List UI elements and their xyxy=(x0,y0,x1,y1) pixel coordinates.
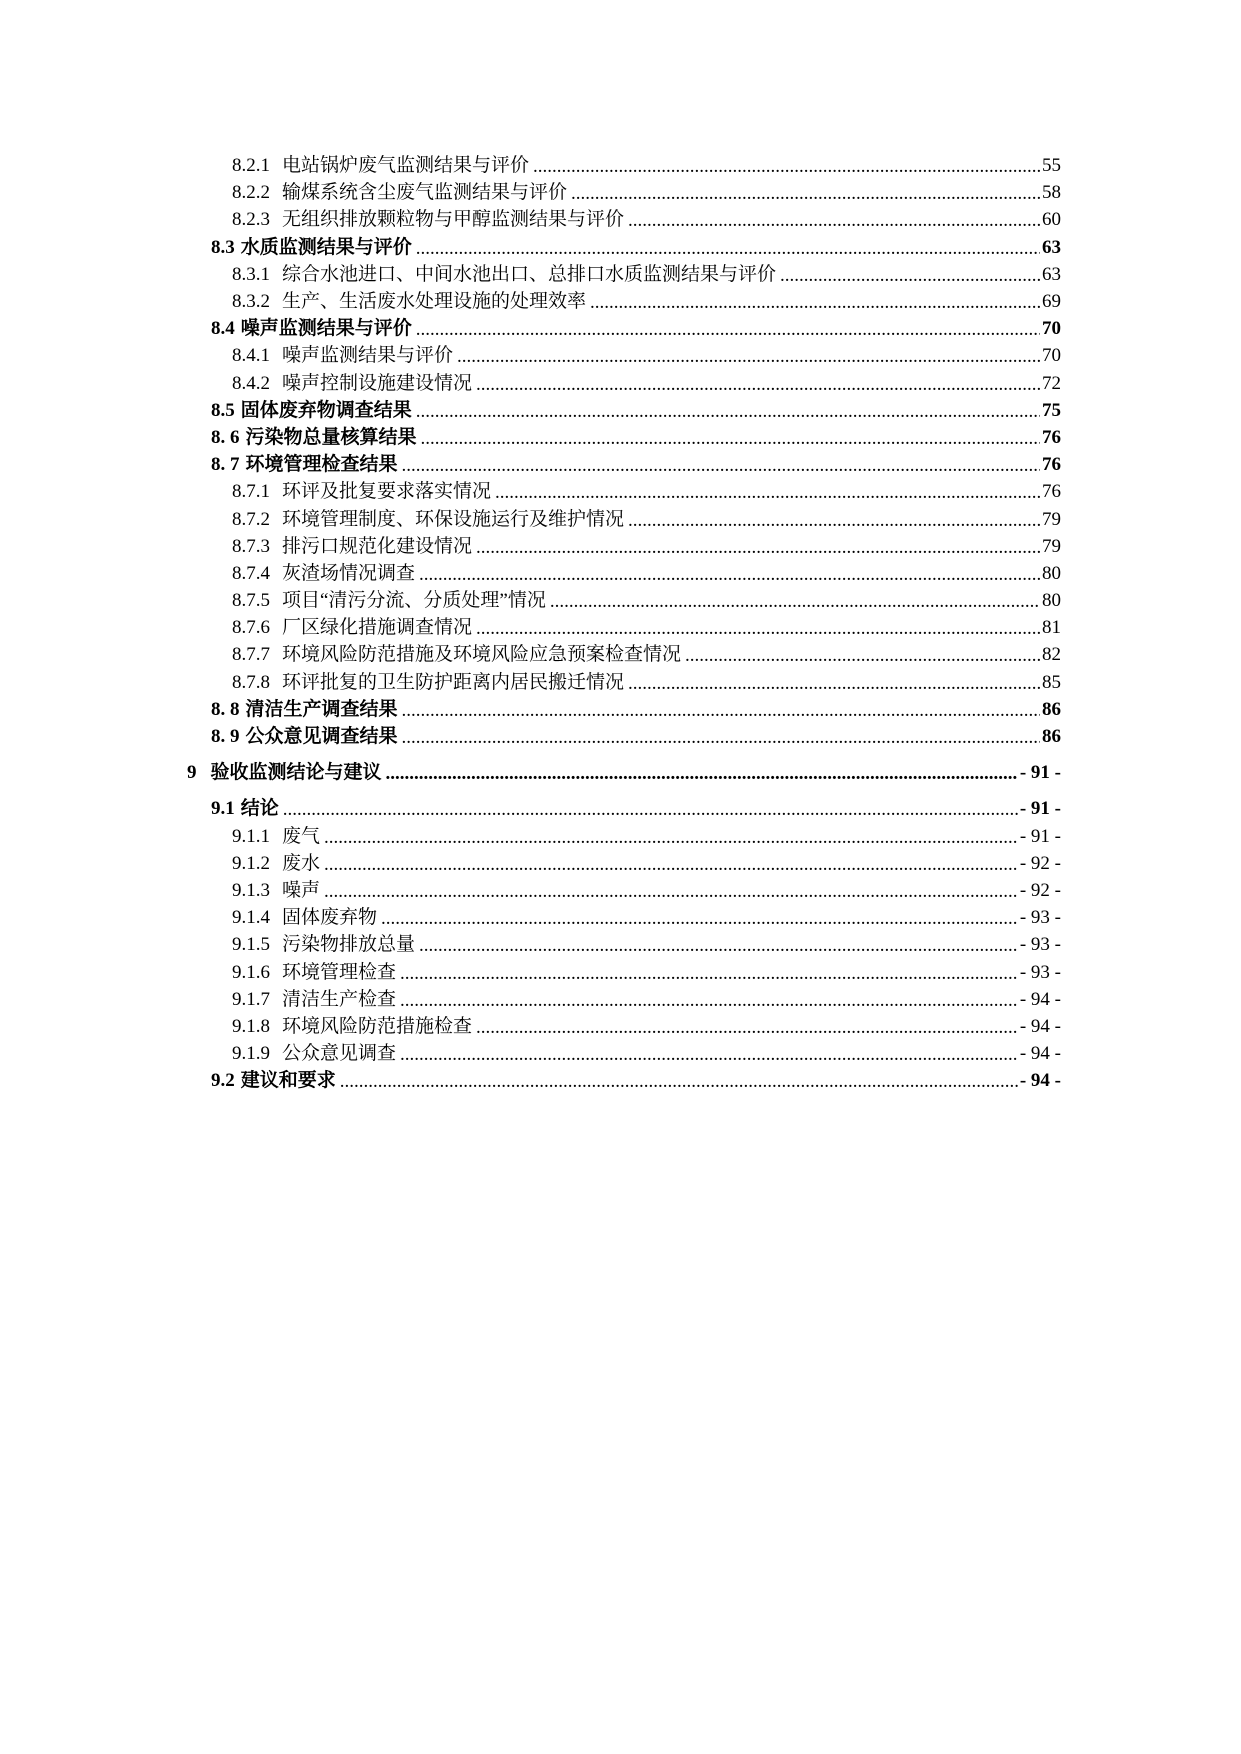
toc-entry-page-number: 58 xyxy=(1042,182,1061,204)
toc-entry-page-number: 86 xyxy=(1042,698,1061,720)
toc-entry-number: 8.7.8 xyxy=(232,671,270,693)
toc-entry-page-number: - 91 - xyxy=(1019,825,1061,847)
toc-entry[interactable] xyxy=(0,451,1241,478)
toc-entry[interactable] xyxy=(0,261,1241,288)
toc-entry-page-number: 80 xyxy=(1042,562,1061,584)
toc-entry-page-number: 86 xyxy=(1042,726,1061,748)
toc-entry[interactable] xyxy=(0,424,1241,451)
toc-entry-title: 环境管理制度、环保设施运行及维护情况 xyxy=(282,508,625,530)
dot-leader xyxy=(780,262,1040,289)
toc-entry[interactable] xyxy=(0,931,1241,958)
dot-leader xyxy=(381,905,1018,932)
toc-entry-title: 公众意见调查结果 xyxy=(245,726,398,748)
toc-entry-page-number: 81 xyxy=(1042,617,1061,639)
toc-entry-page-number: - 92 - xyxy=(1019,879,1061,901)
dot-leader xyxy=(457,343,1040,370)
toc-entry-title: 噪声 xyxy=(282,879,321,901)
dot-leader xyxy=(324,878,1018,905)
toc-entry-number: 9.1.2 xyxy=(232,852,270,874)
toc-entry[interactable] xyxy=(0,823,1241,850)
dot-leader xyxy=(400,1041,1018,1068)
toc-entry-title: 噪声监测结果与评价 xyxy=(240,318,412,340)
dot-leader xyxy=(400,987,1018,1014)
toc-entry-title: 公众意见调查 xyxy=(282,1043,397,1065)
dot-leader xyxy=(628,207,1040,234)
toc-entry-number: 8.5 xyxy=(211,399,235,421)
toc-entry-number: 8.3.2 xyxy=(232,291,270,313)
toc-entry-page-number: - 91 - xyxy=(1019,762,1061,784)
toc-entry[interactable] xyxy=(0,560,1241,587)
toc-entry[interactable] xyxy=(0,696,1241,723)
toc-entry-title: 水质监测结果与评价 xyxy=(240,236,412,258)
dot-leader xyxy=(495,479,1040,506)
toc-entry[interactable] xyxy=(0,315,1241,342)
toc-entry-number: 8.3.1 xyxy=(232,263,270,285)
toc-entry-title: 环境风险防范措施及环境风险应急预案检查情况 xyxy=(282,644,682,666)
toc-entry-title: 固体废弃物 xyxy=(282,907,378,929)
toc-entry-page-number: 79 xyxy=(1042,535,1061,557)
dot-leader xyxy=(550,588,1040,615)
dot-leader xyxy=(402,724,1040,751)
toc-entry-page-number: 70 xyxy=(1042,345,1061,367)
toc-entry[interactable] xyxy=(0,533,1241,560)
toc-entry-number: 9.1.1 xyxy=(232,825,270,847)
toc-entry-page-number: 76 xyxy=(1042,481,1061,503)
dot-leader xyxy=(590,289,1040,316)
toc-entry-number: 9.2 xyxy=(211,1070,235,1092)
toc-entry-number: 9.1.6 xyxy=(232,961,270,983)
toc-entry-page-number: 63 xyxy=(1042,236,1061,258)
toc-entry-title: 建议和要求 xyxy=(240,1070,336,1092)
toc-entry-page-number: - 92 - xyxy=(1019,852,1061,874)
toc-entry-title: 废水 xyxy=(282,852,321,874)
dot-leader xyxy=(476,371,1040,398)
dot-leader xyxy=(685,642,1040,669)
toc-entry[interactable] xyxy=(0,505,1241,532)
toc-entry-title: 清洁生产检查 xyxy=(282,988,397,1010)
toc-entry[interactable] xyxy=(0,1013,1241,1040)
toc-entry-title: 清洁生产调查结果 xyxy=(245,698,398,720)
toc-entry-number: 8. 6 xyxy=(211,426,240,448)
dot-leader xyxy=(402,452,1040,479)
toc-entry-page-number: 82 xyxy=(1042,644,1061,666)
toc-entry-number: 9 xyxy=(187,762,197,784)
dot-leader xyxy=(476,534,1040,561)
dot-leader xyxy=(324,824,1018,851)
toc-entry[interactable] xyxy=(0,669,1241,696)
toc-entry-number: 8.4.2 xyxy=(232,372,270,394)
toc-entry-number: 9.1.8 xyxy=(232,1015,270,1037)
dot-leader xyxy=(476,615,1040,642)
dot-leader xyxy=(571,180,1040,207)
toc-entry-title: 环境管理检查 xyxy=(282,961,397,983)
toc-entry-title: 污染物排放总量 xyxy=(282,934,416,956)
dot-leader xyxy=(533,153,1040,180)
toc-entry-page-number: - 94 - xyxy=(1019,988,1061,1010)
toc-entry[interactable] xyxy=(0,614,1241,641)
toc-entry-number: 8.4.1 xyxy=(232,345,270,367)
toc-entry-page-number: 80 xyxy=(1042,590,1061,612)
toc-entry-title: 环评及批复要求落实情况 xyxy=(282,481,492,503)
toc-entry-page-number: 60 xyxy=(1042,209,1061,231)
toc-entry-title: 灰渣场情况调查 xyxy=(282,562,416,584)
dot-leader xyxy=(416,235,1040,262)
toc-entry-page-number: - 93 - xyxy=(1019,934,1061,956)
toc-entry-title: 排污口规范化建设情况 xyxy=(282,535,473,557)
toc-entry-number: 9.1.3 xyxy=(232,879,270,901)
toc-entry[interactable] xyxy=(0,723,1241,750)
toc-entry-number: 8.2.3 xyxy=(232,209,270,231)
toc-entry[interactable] xyxy=(0,288,1241,315)
toc-entry-title: 结论 xyxy=(240,798,279,820)
toc-entry-page-number: 55 xyxy=(1042,155,1061,177)
toc-entry-number: 8.7.5 xyxy=(232,590,270,612)
toc-entry-title: 固体废弃物调查结果 xyxy=(240,399,412,421)
toc-entry-page-number: - 94 - xyxy=(1019,1043,1061,1065)
toc-entry[interactable] xyxy=(0,370,1241,397)
toc-entry-number: 8. 8 xyxy=(211,698,240,720)
toc-entry[interactable] xyxy=(0,795,1241,822)
toc-entry-page-number: 76 xyxy=(1042,454,1061,476)
toc-entry[interactable] xyxy=(0,641,1241,668)
toc-entry-number: 8.7.2 xyxy=(232,508,270,530)
dot-leader xyxy=(340,1068,1018,1095)
toc-entry-number: 8.4 xyxy=(211,318,235,340)
toc-entry-number: 9.1.7 xyxy=(232,988,270,1010)
dot-leader xyxy=(386,760,1018,787)
toc-entry[interactable] xyxy=(0,877,1241,904)
dot-leader xyxy=(416,398,1040,425)
toc-entry[interactable] xyxy=(0,179,1241,206)
toc-entry-title: 输煤系统含尘废气监测结果与评价 xyxy=(282,182,568,204)
dot-leader xyxy=(402,697,1040,724)
dot-leader xyxy=(628,670,1040,697)
toc-entry[interactable] xyxy=(0,206,1241,233)
toc-entry[interactable] xyxy=(0,152,1241,179)
dot-leader xyxy=(416,316,1040,343)
toc-entry-number: 8.7.7 xyxy=(232,644,270,666)
toc-entry-title: 无组织排放颗粒物与甲醇监测结果与评价 xyxy=(282,209,625,231)
toc-entry-page-number: 75 xyxy=(1042,399,1061,421)
toc-entry-title: 电站锅炉废气监测结果与评价 xyxy=(282,155,530,177)
toc-entry-number: 9.1.5 xyxy=(232,934,270,956)
toc-entry-page-number: 70 xyxy=(1042,318,1061,340)
toc-entry-page-number: - 94 - xyxy=(1019,1015,1061,1037)
toc-entry-title: 综合水池进口、中间水池出口、总排口水质监测结果与评价 xyxy=(282,263,777,285)
toc-entry-number: 8.7.4 xyxy=(232,562,270,584)
dot-leader xyxy=(419,932,1018,959)
toc-entry-title: 环境风险防范措施检查 xyxy=(282,1015,473,1037)
toc-entry-page-number: - 91 - xyxy=(1019,798,1061,820)
toc-entry-title: 项目“清污分流、分质处理”情况 xyxy=(282,590,546,612)
dot-leader xyxy=(628,507,1040,534)
toc-entry[interactable] xyxy=(0,587,1241,614)
toc-entry-page-number: - 93 - xyxy=(1019,961,1061,983)
toc-entry-title: 生产、生活废水处理设施的处理效率 xyxy=(282,291,587,313)
toc-entry-number: 8.7.3 xyxy=(232,535,270,557)
toc-entry-page-number: 69 xyxy=(1042,291,1061,313)
toc-entry[interactable] xyxy=(0,958,1241,985)
toc-entry-page-number: 63 xyxy=(1042,263,1061,285)
toc-entry-number: 8.2.1 xyxy=(232,155,270,177)
dot-leader xyxy=(476,1014,1018,1041)
toc-entry-number: 9.1.4 xyxy=(232,907,270,929)
toc-entry-title: 噪声监测结果与评价 xyxy=(282,345,454,367)
toc-entry-title: 环评批复的卫生防护距离内居民搬迁情况 xyxy=(282,671,625,693)
toc-entry-number: 8.7.6 xyxy=(232,617,270,639)
toc-entry-page-number: - 93 - xyxy=(1019,907,1061,929)
toc-entry-number: 8. 7 xyxy=(211,454,240,476)
toc-entry-title: 验收监测结论与建议 xyxy=(210,762,382,784)
toc-entry-page-number: 76 xyxy=(1042,426,1061,448)
dot-leader xyxy=(421,425,1040,452)
toc-entry[interactable] xyxy=(0,759,1241,786)
toc-entry[interactable] xyxy=(0,904,1241,931)
dot-leader xyxy=(283,796,1018,823)
toc-entry-page-number: 79 xyxy=(1042,508,1061,530)
toc-entry[interactable] xyxy=(0,342,1241,369)
toc-entry-page-number: 72 xyxy=(1042,372,1061,394)
dot-leader xyxy=(400,960,1018,987)
toc-entry[interactable] xyxy=(0,478,1241,505)
toc-entry[interactable] xyxy=(0,397,1241,424)
toc-entry-number: 9.1 xyxy=(211,798,235,820)
toc-entry-title: 厂区绿化措施调查情况 xyxy=(282,617,473,639)
toc-entry-number: 8. 9 xyxy=(211,726,240,748)
toc-entry-page-number: 85 xyxy=(1042,671,1061,693)
dot-leader xyxy=(324,851,1018,878)
toc-entry[interactable] xyxy=(0,1040,1241,1067)
toc-entry[interactable] xyxy=(0,234,1241,261)
toc-entry-title: 污染物总量核算结果 xyxy=(245,426,417,448)
toc-entry-title: 废气 xyxy=(282,825,321,847)
toc-entry-title: 噪声控制设施建设情况 xyxy=(282,372,473,394)
toc-entry[interactable] xyxy=(0,986,1241,1013)
dot-leader xyxy=(419,561,1040,588)
toc-entry-number: 8.3 xyxy=(211,236,235,258)
toc-entry-number: 8.2.2 xyxy=(232,182,270,204)
toc-entry-number: 8.7.1 xyxy=(232,481,270,503)
table-of-contents xyxy=(0,152,1241,1094)
toc-entry[interactable] xyxy=(0,1067,1241,1094)
toc-entry-page-number: - 94 - xyxy=(1019,1070,1061,1092)
toc-entry-number: 9.1.9 xyxy=(232,1043,270,1065)
toc-entry[interactable] xyxy=(0,850,1241,877)
toc-entry-title: 环境管理检查结果 xyxy=(245,454,398,476)
